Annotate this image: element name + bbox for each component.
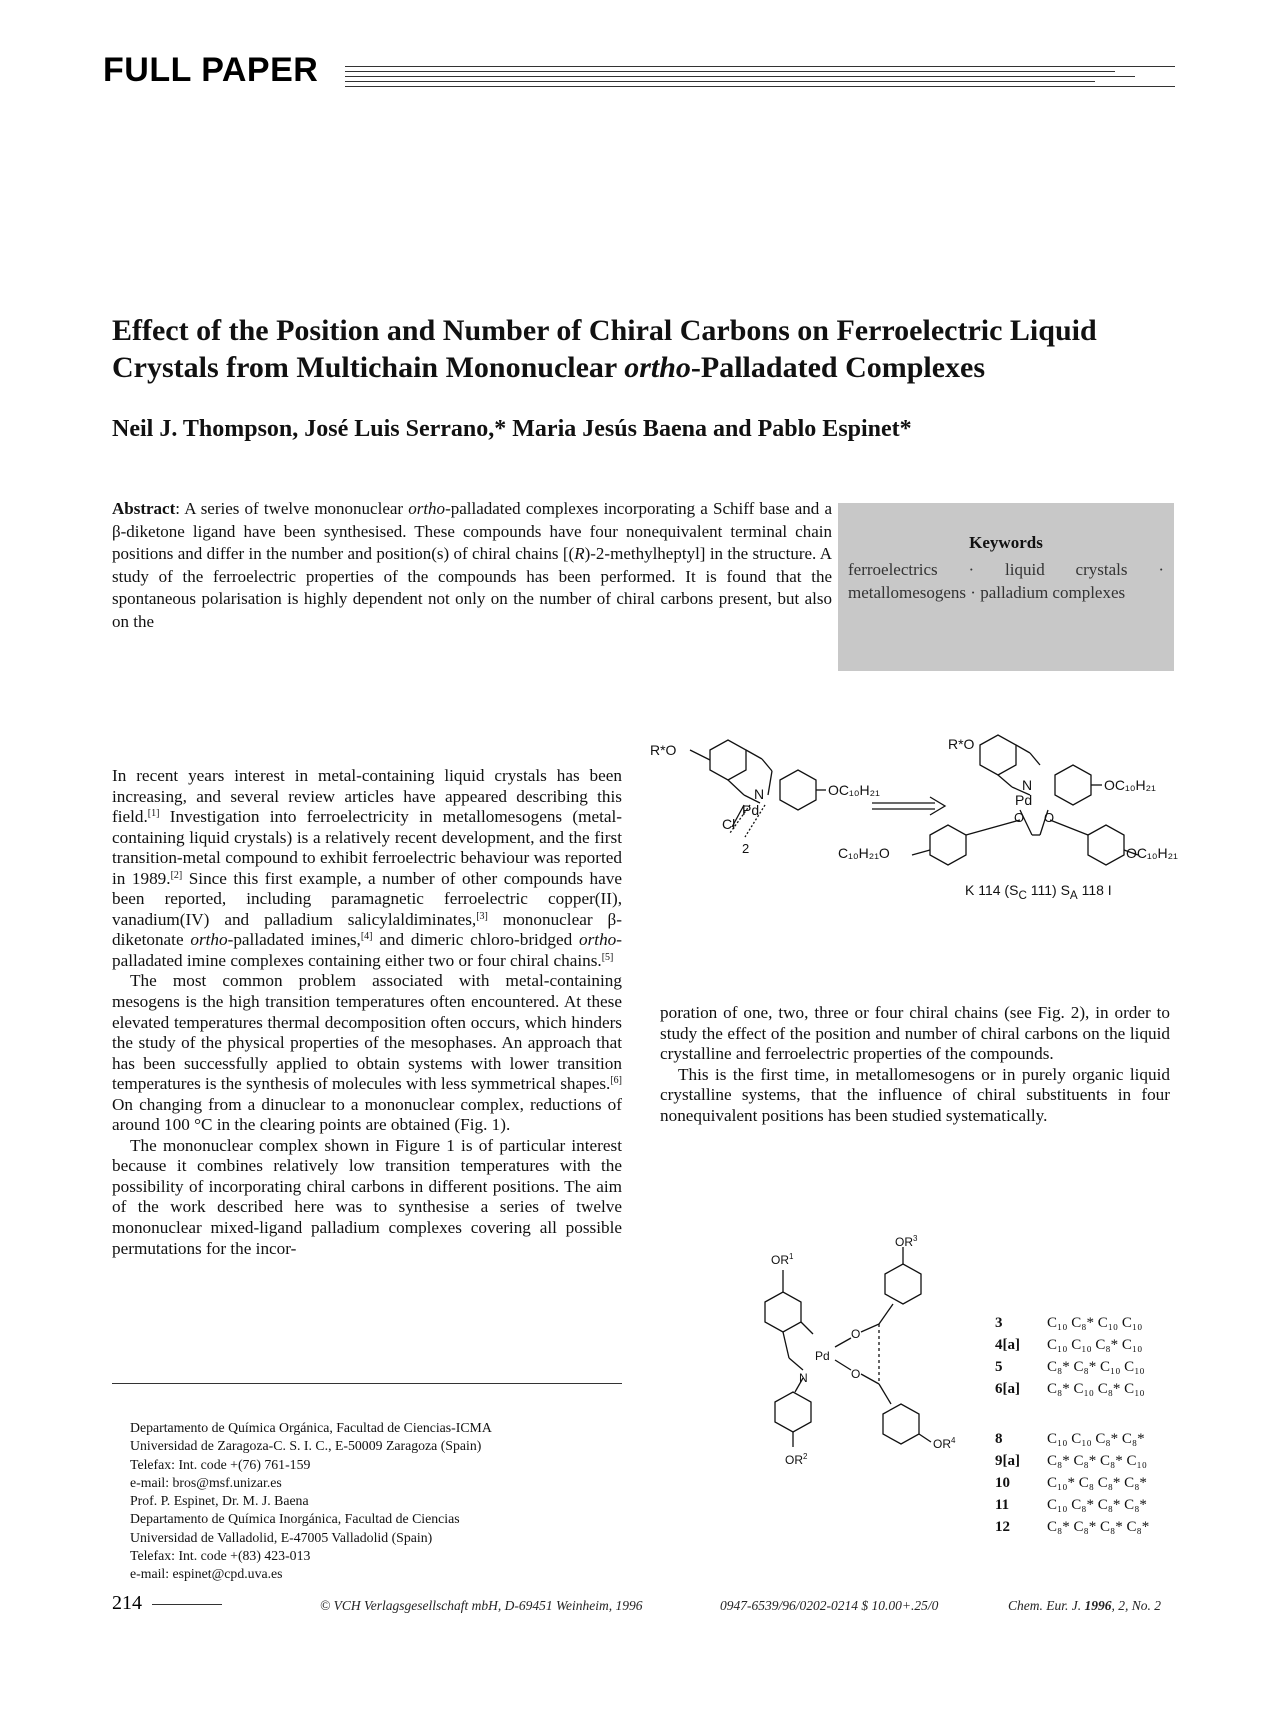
rstar-o-label: R*O bbox=[650, 742, 677, 758]
keywords-box bbox=[838, 503, 1174, 671]
affiliation-line: Telefax: Int. code +(76) 761-159 bbox=[130, 1456, 311, 1472]
affiliation-line: Departamento de Química Inorgánica, Facultad de Ciencias bbox=[130, 1511, 460, 1527]
paragraph: In recent years interest in metal-containing liquid crystals has been increasing, and several review articles have appeared describing this field.[1] Investigation into ferroelectricity in metallomesogens (metal-containing liquid crystals) is a relatively recent development, and the first transition-metal compound to exhibit ferroelectric behaviour was reported in 1989.[2] Since this first example, a number of other compounds have been reported, including paramagnetic ferroelectric copper(II), vanadium(IV) and palladium salicylaldiminates,[3] mononuclear β-diketonate ortho-palladated imines,[4] and dimeric chloro-bridged ortho-palladated imine complexes containing either two or four chiral chains.[5] bbox=[112, 766, 622, 970]
paragraph: The mononuclear complex shown in Figure 1 is of particular interest because it combines relatively low transition temperatures with the possibility of incorporating chiral carbons in different positions. The aim of the work described here was to synthesise a series of twelve mononuclear mixed-ligand palladium complexes covering all possible permutations for the incor- bbox=[112, 1135, 622, 1258]
benzene-ring bbox=[765, 1292, 801, 1332]
body-column-left bbox=[112, 766, 622, 1259]
benzene-ring bbox=[930, 825, 966, 865]
o-label: O bbox=[851, 1367, 861, 1381]
benzene-ring bbox=[883, 1404, 919, 1444]
author-list: Neil J. Thompson, José Luis Serrano,* Maria Jesús Baena and Pablo Espinet* bbox=[112, 416, 912, 442]
divider bbox=[112, 1383, 622, 1384]
article-title: Effect of the Position and Number of Chiral Carbons on Ferroelectric Liquid Crystals from Multichain Mononuclear ortho-Palladated Complexes bbox=[112, 314, 1097, 384]
benzene-ring bbox=[710, 740, 746, 780]
n-label: N bbox=[799, 1371, 808, 1385]
benzene-ring bbox=[980, 735, 1016, 775]
affiliation-line: Universidad de Zaragoza-C. S. I. C., E-50009 Zaragoza (Spain) bbox=[130, 1438, 482, 1454]
benzene-ring bbox=[775, 1392, 811, 1432]
o-label: O bbox=[1014, 810, 1025, 825]
rstar-o-label: R*O bbox=[948, 736, 975, 752]
affiliation-line: Departamento de Química Orgánica, Facultad de Ciencias-ICMA bbox=[130, 1420, 492, 1435]
paragraph: poration of one, two, three or four chiral chains (see Fig. 2), in order to study the effect of the position and number of chiral carbons on the liquid crystalline and ferroelectric properties of the compounds. bbox=[660, 1003, 1170, 1064]
keywords-title: Keywords bbox=[969, 533, 1043, 552]
o-label: O bbox=[1044, 810, 1055, 825]
or2-label: $OR^2$ bbox=[785, 1452, 808, 1467]
c10h21o-label: C₁₀H₂₁O bbox=[838, 845, 890, 861]
paragraph: The most common problem associated with metal-containing mesogens is the high transition temperatures often encountered. At these elevated temperatures thermal decomposition often occurs, which hinders the study of the physical properties of the mesophases. An approach that has been successfully applied to obtain systems with lower transition temperatures is the synthesis of molecules with less symmetrical shapes.[6] On changing from a dinuclear to a mononuclear complex, reductions of around 100 °C in the clearing points are obtained (Fig. 1). bbox=[112, 971, 623, 1135]
or1-label: $OR^1$ bbox=[771, 1252, 794, 1267]
benzene-ring bbox=[1055, 765, 1091, 805]
page-number-rule bbox=[152, 1604, 222, 1605]
journal-citation: Chem. Eur. J. 1996, 2, No. 2 bbox=[1008, 1598, 1162, 1613]
n-label: N bbox=[754, 786, 765, 802]
abstract-label: Abstract bbox=[112, 499, 176, 518]
pd-label: Pd bbox=[815, 1349, 830, 1363]
or4-label: $OR^4$ bbox=[933, 1436, 956, 1451]
figure-1-transitions: K 114 ($S_C$ 111) $S_A$ 118 I bbox=[965, 882, 1112, 902]
email-link[interactable]: e-mail: espinet@cpd.uva.es bbox=[130, 1566, 283, 1582]
publisher-line: © VCH Verlagsgesellschaft mbH, D-69451 Weinheim, 1996 bbox=[320, 1598, 643, 1613]
paragraph: This is the first time, in metallomesogens or in purely organic liquid crystalline systems, that the influence of chiral substituents in four nonequivalent positions has been studied systematically. bbox=[660, 1064, 1170, 1125]
affiliation-line: Universidad de Valladolid, E-47005 Valladolid (Spain) bbox=[130, 1529, 433, 1545]
affiliations bbox=[130, 1419, 630, 1584]
benzene-ring bbox=[1088, 825, 1124, 865]
pd-label: Pd bbox=[1015, 792, 1033, 808]
benzene-ring bbox=[885, 1264, 921, 1304]
abstract: Abstract: A series of twelve mononuclear ortho-palladated complexes incorporating a Schiff base and a β-diketone ligand have been synthesised. These compounds have four nonequivalent terminal chain positions and differ in the number and position(s) of chiral chains [(R)-2-methylheptyl] in the structure. A study of the ferroelectric properties of the compounds has been performed. It is found that the spontaneous polarisation is highly dependent not only on the number of chiral carbons present, but also on the bbox=[112, 499, 832, 631]
oc10h21-label: OC₁₀H₂₁ bbox=[1104, 777, 1156, 793]
n-label: N bbox=[1022, 777, 1033, 793]
affiliation-line: Telefax: Int. code +(83) 423-013 bbox=[130, 1548, 311, 1564]
issn-line: 0947-6539/96/0202-0214 $ 10.00+.25/0 bbox=[720, 1598, 939, 1613]
oc10h21-label: OC₁₀H₂₁ bbox=[828, 782, 880, 798]
section-tag: FULL PAPER bbox=[103, 51, 319, 89]
dimer-subscript: 2 bbox=[742, 841, 750, 856]
header-rules bbox=[345, 66, 1175, 96]
keywords-list: ferroelectrics · liquid crystals · metallomesogens · palladium complexes bbox=[848, 560, 1164, 602]
benzene-ring bbox=[780, 770, 816, 810]
email-link[interactable]: e-mail: bros@msf.unizar.es bbox=[130, 1474, 282, 1490]
o-label: O bbox=[851, 1327, 861, 1341]
pd-label: Pd bbox=[742, 802, 760, 818]
affiliation-line: Prof. P. Espinet, Dr. M. J. Baena bbox=[130, 1493, 309, 1509]
page-number: 214 bbox=[112, 1592, 142, 1614]
or3-label: $OR^3$ bbox=[895, 1234, 918, 1249]
figure-1-scheme bbox=[650, 725, 1180, 907]
cl-label: Cl bbox=[722, 816, 736, 832]
body-column-right bbox=[660, 1003, 1170, 1126]
oc10h21-label: OC₁₀H₂₁ bbox=[1126, 845, 1178, 861]
